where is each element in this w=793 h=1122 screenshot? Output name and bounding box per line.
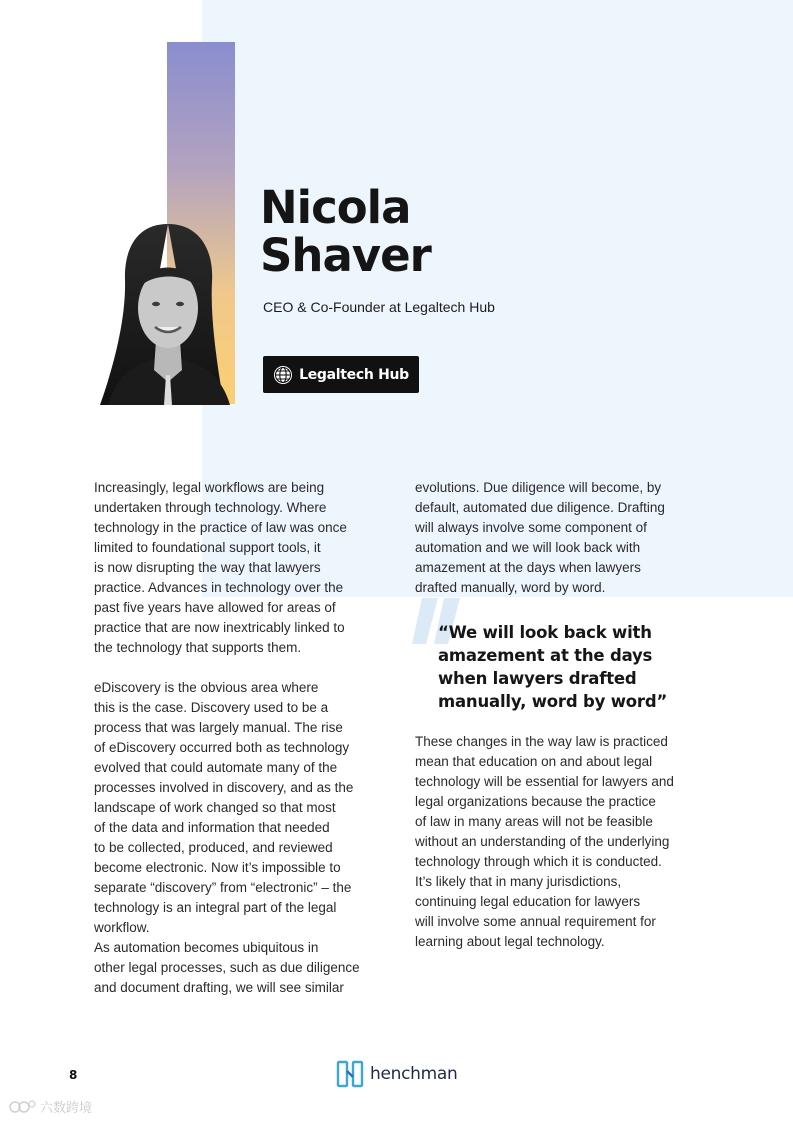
watermark-text: 六数跨境 bbox=[40, 1101, 93, 1116]
footer-brand bbox=[336, 1060, 457, 1088]
article-paragraph-2: eDiscovery is the obvious area where this is the case. Discovery used to be a process that was largely manual. The rise of eDiscovery occurred both as technology evolved that could automate many of the processes involved in discovery, and as the landscape of work changed so that most of the data and information that needed to be collected, produced, and reviewed become electronic. Now it’s impossible to separate “discovery” from “electronic” – the technology is an integral part of the legal workflow. As automation becomes ubiquitous in other legal processes, such as due diligence and document drafting, we will see similar bbox=[94, 680, 360, 995]
article-paragraph-3: evolutions. Due diligence will become, by default, automated due diligence. Drafting will always involve some component of automation and we will look back with amazement at the days when lawyers drafted manually, word by word. bbox=[415, 480, 665, 595]
watermark-logo-icon bbox=[8, 1098, 36, 1116]
last-name: Shaver bbox=[260, 229, 431, 282]
page-number: 8 bbox=[69, 1068, 78, 1082]
article-paragraph-1: Increasingly, legal workflows are being undertaken through technology. Where technology in the practice of law was once limited to foundational support tools, it is now disrupting the way that lawyers practice. Advances in technology over the past five years have allowed for areas of practice that are now inextricably linked to the technology that supports them. bbox=[94, 480, 347, 655]
person-name bbox=[260, 181, 431, 282]
company-logo bbox=[263, 356, 419, 393]
article-column-right-top bbox=[415, 478, 715, 598]
pull-quote: “We will look back with amazement at the days when lawyers drafted manually, word by word” bbox=[438, 623, 668, 711]
article-column-left bbox=[94, 478, 394, 998]
footer-brand-name: henchman bbox=[370, 1064, 458, 1084]
globe-icon bbox=[273, 365, 293, 385]
henchman-logo-icon bbox=[336, 1060, 364, 1088]
person-role: CEO & Co-Founder at Legaltech Hub bbox=[263, 299, 495, 315]
company-logo-text: Legaltech Hub bbox=[299, 366, 409, 383]
watermark bbox=[8, 1097, 92, 1116]
portrait-photo bbox=[98, 220, 238, 405]
article-paragraph-4: These changes in the way law is practiced mean that education on and about legal technology will be essential for lawyers and legal organizations because the practice of law in many areas will not be feasible without an understanding of the underlying technology through which it is conducted. It’s likely that in many jurisdictions, continuing legal education for lawyers will involve some annual requirement for learning about legal technology. bbox=[415, 734, 674, 949]
first-name: Nicola bbox=[260, 181, 411, 234]
article-column-right-bottom bbox=[415, 732, 715, 952]
